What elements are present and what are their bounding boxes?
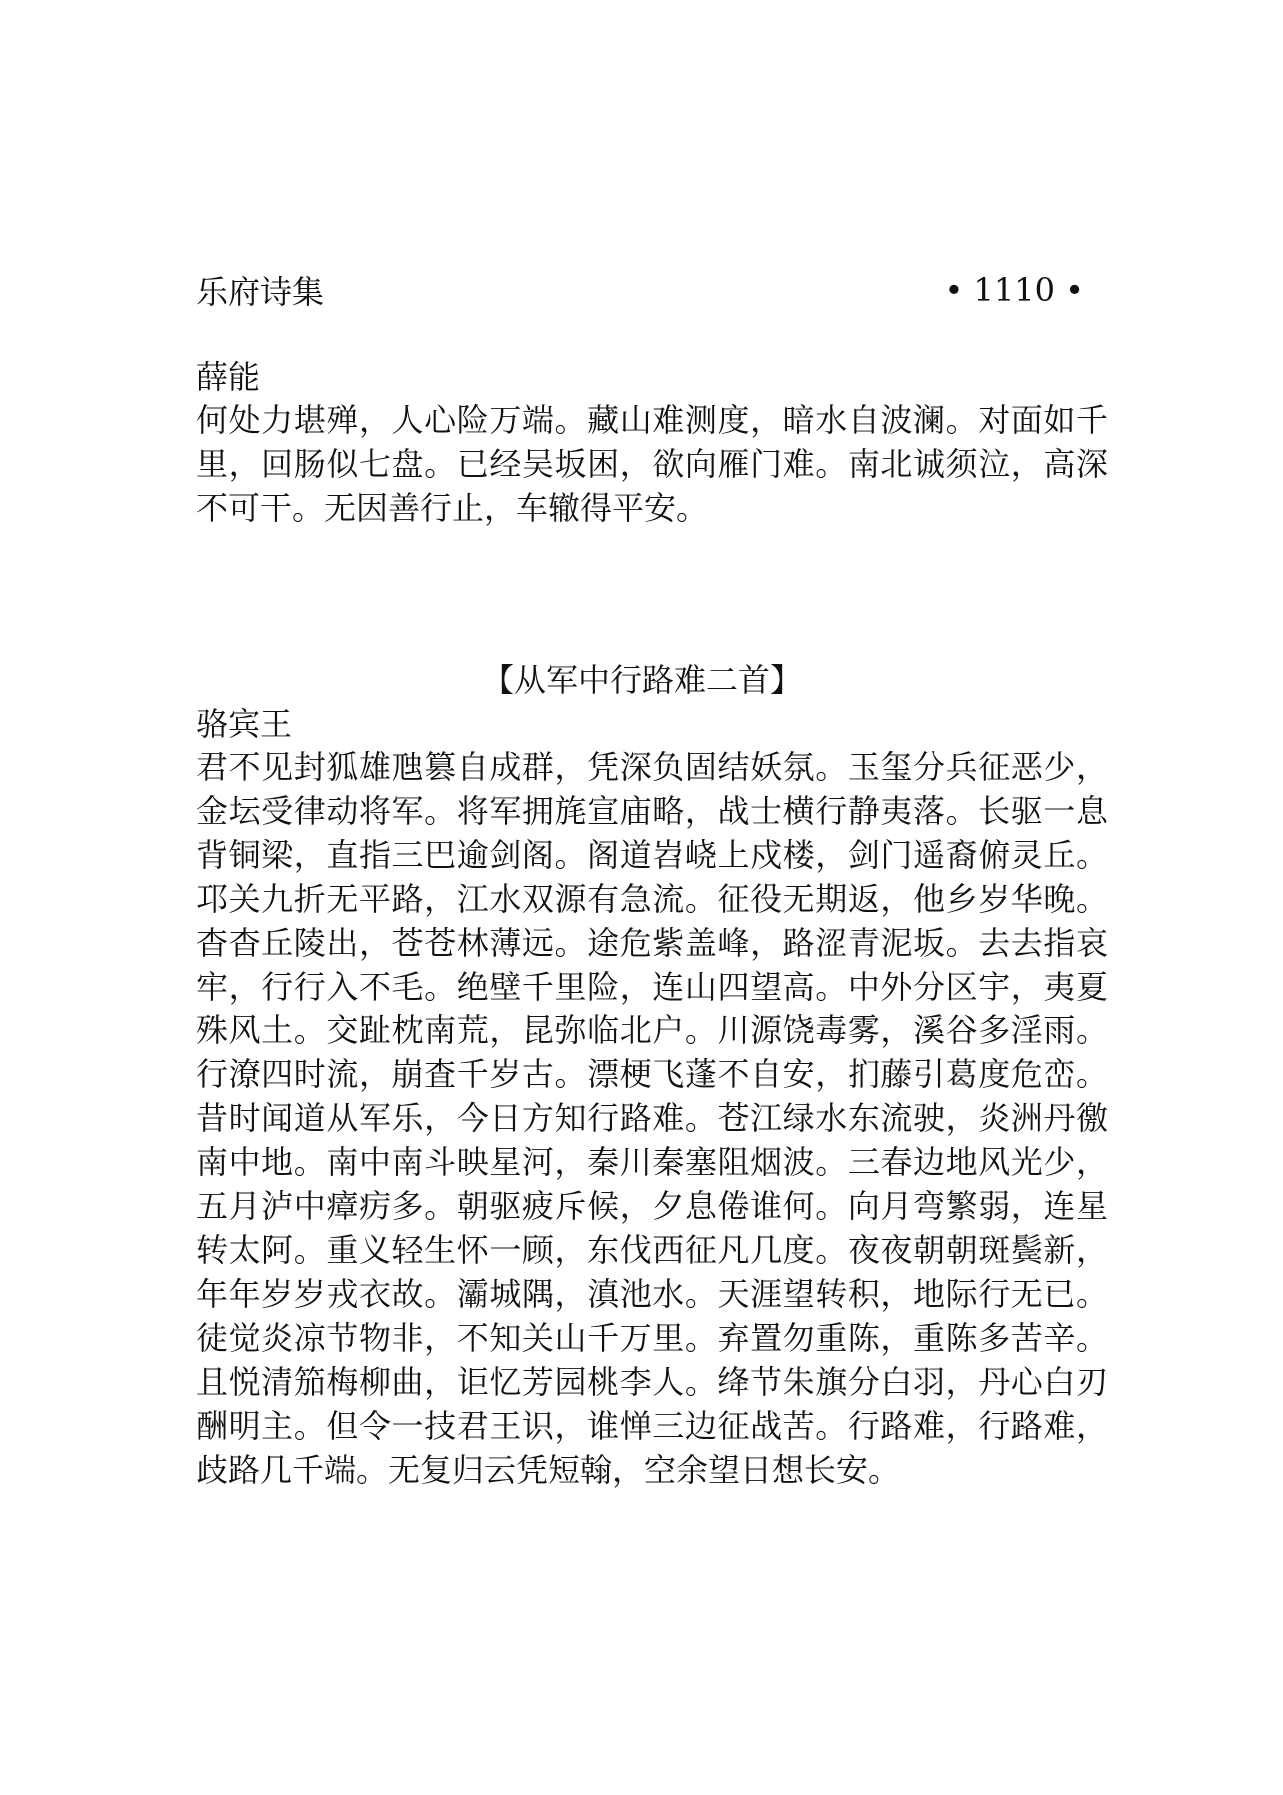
poem-section-2 bbox=[196, 658, 1108, 1492]
poem-text: 君不见封狐雄虺篡自成群，凭深负固结妖氛。玉玺分兵征恶少，金坛受律动将军。将军拥旄宣庙略，战士横行静夷落。长驱一息背铜梁，直指三巴逾剑阁。阁道岧峣上戍楼，剑门遥裔俯灵丘。邛关九折无平路，江水双源有急流。征役无期返，他乡岁华晚。杳杳丘陵出，苍苍林薄远。途危紫盖峰，路涩青泥坂。去去指哀牢，行行入不毛。绝壁千里险，连山四望高。中外分区宇，夷夏殊风土。交趾枕南荒，昆弥临北户。川源饶毒雾，溪谷多淫雨。行潦四时流，崩査千岁古。漂梗飞蓬不自安，扪藤引葛度危峦。昔时闻道从军乐，今日方知行路难。苍江绿水东流驶，炎洲丹徼南中地。南中南斗映星河，秦川秦塞阻烟波。三春边地风光少，五月泸中瘴疠多。朝驱疲斥候，夕息倦谁何。向月弯繁弱，连星转太阿。重义轻生怀一顾，东伐西征凡几度。夜夜朝朝斑鬓新，年年岁岁戎衣故。灞城隅，滇池水。天涯望转积，地际行无已。徒觉炎凉节物非，不知关山千万里。弃置勿重陈，重陈多苦辛。且悦清笳梅柳曲，讵忆芳园桃李人。绛节朱旗分白羽，丹心白刃酬明主。但令一技君王识，谁惮三边征战苦。行路难，行路难，歧路几千端。无复归云凭短翰，空余望日想长安。 bbox=[196, 748, 1108, 1489]
book-title: 乐府诗集 bbox=[196, 273, 325, 311]
poem-title: 【从军中行路难二首】 bbox=[482, 661, 803, 699]
poem-author: 骆宾王 bbox=[196, 705, 293, 743]
page-header bbox=[196, 268, 1084, 312]
poem-author: 薛能 bbox=[196, 358, 261, 396]
poem-text: 何处力堪殚，人心险万端。藏山难测度，暗水自波澜。对面如千里，回肠似七盘。已经吴坂困，欲向雁门难。南北诚须泣，高深不可干。无因善行止，车辙得平安。 bbox=[196, 401, 1108, 527]
poem-section-1 bbox=[196, 355, 1108, 531]
page-number: • 1110 • bbox=[944, 271, 1084, 309]
